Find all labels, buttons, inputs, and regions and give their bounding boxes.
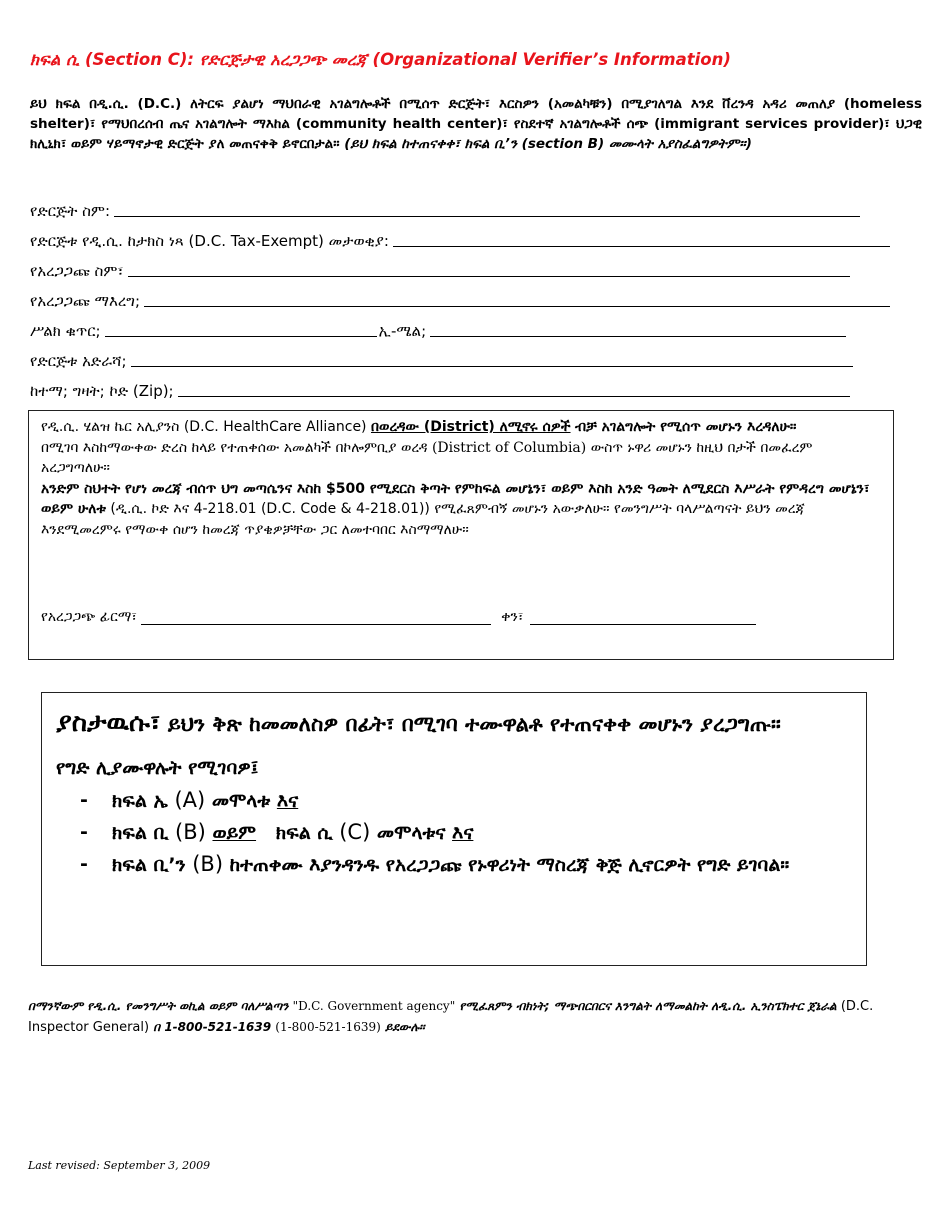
item3-section: ክፍል ቢ’ን xyxy=(112,854,186,876)
reminder-lead-text: ይህን ቅጽ ከመመለስዎ በፊት፣ በሚገባ ተሙዋልቶ የተጠናቀቀ መሆኑን ያረጋግጡ። xyxy=(167,712,781,736)
footer-phone: (1-800-521-1639) xyxy=(275,1020,381,1034)
verifier-name-row xyxy=(30,250,890,280)
reminder-lead xyxy=(56,707,852,741)
date-label: ቀን፣ xyxy=(501,609,524,625)
org-name-field[interactable] xyxy=(114,198,860,217)
verifier-fields xyxy=(30,190,890,400)
tax-exempt-field[interactable] xyxy=(393,228,890,247)
cert-line1-emphasis: በወረዳው (District) ለሚኖሩ ሰዎች xyxy=(370,419,571,435)
section-title: ክፍል ሲ (Section C): የድርጅታዊ አረጋጋጭ መረጃ (Organizational Verifier’s Information) xyxy=(30,50,731,69)
item1-letter: (A) xyxy=(174,788,206,812)
phone-field[interactable] xyxy=(105,318,377,337)
cert-line2-end: ውስጥ ኑዋሪ መሆኑን ከዚህ በታች በመፈረም አረጋግጣለሁ። xyxy=(41,439,813,476)
item2-letter: (B) xyxy=(175,820,206,844)
org-address-label: የድርጅቱ አድራሻ; xyxy=(30,352,127,370)
org-address-field[interactable] xyxy=(131,348,853,367)
footer-text-1: በማንኛውም የዲ.ሲ. የመንግሥት ወኪል ወይም ባለሥልጣን xyxy=(28,999,289,1013)
city-state-zip-label: ከተማ; ግዛት; ኮድ (Zip); xyxy=(30,382,174,400)
item3-letter: (B) xyxy=(192,852,224,876)
cert-line3-penalty: አንድም ስህተት የሆነ መረጃ ብሰጥ ህግ መጣሴንና እስከ $500 የሚደርስ ቅጣት የምከፍል መሆኔን፣ ወይም እስከ አንድ ዓመት ለሚደርስ እሥራት የምዳረግ መሆኔን፣ ወይም ሁለቱ xyxy=(41,480,870,517)
last-revised: Last revised: September 3, 2009 xyxy=(28,1159,211,1172)
item1-text: መሞላቱ xyxy=(211,790,271,812)
item1-section: ክፍል ኤ xyxy=(112,790,168,812)
cert-line3-text: (ዲ.ሲ. ኮድ እና 4-218.01 (D.C. Code & 4-218.01)) የሚፈጸምብኝ መሆኑን አውቃለሁ። የመንግሥት ባላሥልጣናት ይህን መረጃ እንደሚመረምሩ የማውቀ ሰሆን ከመረጃ ጥያቄዎቻቸው ጋር ለመተባበር እስማማለሁ። xyxy=(41,501,805,538)
cert-line2-text: በሚገባ እስከማውቀው ድረስ ከላይ የተጠቀሰው አመልካች በኮሎምቢያ ወረዳ xyxy=(41,439,428,456)
reminder-box xyxy=(41,692,867,966)
fraud-hotline-note xyxy=(28,996,923,1038)
date-field[interactable] xyxy=(530,608,756,625)
cert-line1-end: ብቻ አገልግሎት የሚሰጥ መሆኑን እረዳለሁ። xyxy=(574,419,797,435)
email-label: ኢ-ሜል; xyxy=(378,322,427,340)
list-item: - ክፍል ቢ (B) ወይም ክፍል ሲ (C) መሞላቱና እና xyxy=(80,820,474,844)
verifier-name-field[interactable] xyxy=(128,258,850,277)
reminder-requirements-heading: የግድ ሊያሙዋሉት የሚገባዎ፤ xyxy=(56,757,259,779)
intro-note: (ይህ ክፍል ከተጠናቀቀ፣ ክፍል ቢ’ን (section B) መሙላት አያስፈልግዎትም።) xyxy=(344,136,752,152)
item2-section-c: ክፍል ሲ xyxy=(275,822,333,844)
footer-end: ይደውሉ። xyxy=(385,1020,425,1034)
tax-exempt-row xyxy=(30,220,890,250)
verifier-title-label: የአረጋጋጩ ማእረግ; xyxy=(30,292,141,310)
footer-agency: "D.C. Government agency" xyxy=(292,999,456,1013)
email-field[interactable] xyxy=(430,318,846,337)
item2-text: መሞላቱና xyxy=(376,822,446,844)
item2-letter-c: (C) xyxy=(339,820,371,844)
item3-text: ከተጠቀሙ እያንዳንዱ የአረጋጋጩ የኑዋሪነት ማስረጃ ቅጅ ሊኖርዎት የግድ ይገባል። xyxy=(229,854,790,876)
verifier-title-row xyxy=(30,280,890,310)
list-item: - ክፍል ኤ (A) መሞላቱ እና xyxy=(80,788,299,812)
phone-email-row xyxy=(30,310,890,340)
cert-line1-text: የዲ.ሲ. ሄልዝ ኬር አሊያንስ (D.C. HealthCare Alliance) xyxy=(41,419,367,435)
phone-label: ሥልክ ቁጥር; xyxy=(30,322,101,340)
item2-or: ወይም xyxy=(212,822,257,844)
item2-section: ክፍል ቢ xyxy=(112,822,169,844)
certification-statement-3 xyxy=(41,479,883,541)
intro-text: ይህ ክፍል በዲ.ሲ. (D.C.) ለትርፍ ያልሆነ ማህበራዊ አገልግሎቶች በሚሰጥ ድርጅት፣ እርስዎን (አመልካቹን) በሚያገለግል እንደ ቨረንዳ አዳሪ መጠለያ (homeless shelter)፣ የማህበረሰብ ጤና አገልግሎት ማእከል (community health center)፣ የስደተኛ አገልግሎቶች ሰጭ (immigrant services provider)፣ ህጋዊ ክሊኒክ፣ ወይም ሃይማኖታዊ ድርጅት ያለ መጠናቀቅ ይኖርበታል። xyxy=(30,96,922,152)
intro-paragraph xyxy=(30,94,922,154)
signature-field[interactable] xyxy=(141,608,491,625)
signature-row xyxy=(41,607,756,628)
footer-inspector: (D.C. Inspector General) xyxy=(28,999,874,1035)
city-state-zip-row xyxy=(30,370,890,400)
verifier-title-field[interactable] xyxy=(144,288,890,307)
reminder-heading: ያስታዉሱ፣ xyxy=(56,708,161,738)
certification-box xyxy=(28,410,894,660)
org-name-label: የድርጅት ስም: xyxy=(30,202,110,220)
item1-and: እና xyxy=(276,790,299,812)
org-name-row xyxy=(30,190,890,220)
verifier-name-label: የአረጋጋጩ ስም፣ xyxy=(30,262,124,280)
reminder-list xyxy=(56,785,852,881)
certification-statement-1 xyxy=(41,417,883,438)
cert-line2-dc: (District of Columbia) xyxy=(431,439,587,456)
org-address-row xyxy=(30,340,890,370)
list-item: - ክፍል ቢ’ን (B) ከተጠቀሙ እያንዳንዱ የአረጋጋጩ የኑዋሪነት ማስረጃ ቅጅ ሊኖርዎት የግድ ይገባል። xyxy=(80,852,790,876)
signature-label: የአረጋጋጭ ፊርማ፣ xyxy=(41,609,138,625)
certification-statement-2 xyxy=(41,438,883,479)
item2-and: እና xyxy=(452,822,474,844)
footer-text-2: የሚፈጸምን ብክነት; ማጭበርበርና እንግልት ለማመልከት ለዲ.ሲ. ኢንስፔክተር ጀኔራል xyxy=(459,999,837,1013)
footer-hotline: በ 1-800-521-1639 xyxy=(153,1020,272,1034)
city-state-zip-field[interactable] xyxy=(178,378,850,397)
tax-exempt-label: የድርጅቱ የዲ.ሲ. ከታክስ ነጻ (D.C. Tax-Exempt) መታወቂያ: xyxy=(30,232,389,250)
